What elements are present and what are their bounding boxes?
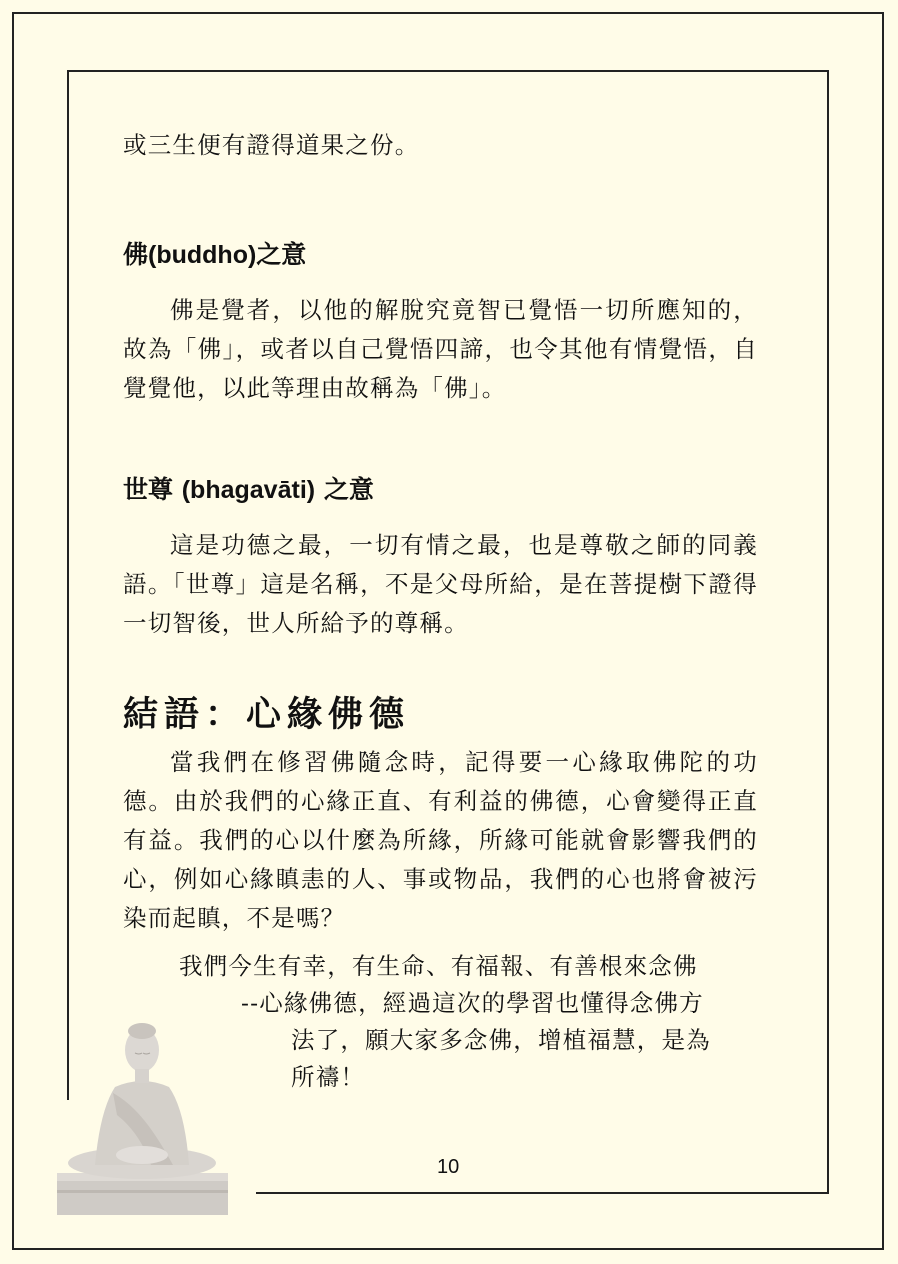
heading-latin: (bhagavāti) [181,476,316,504]
paragraph-bhagava: 這是功德之最，一切有情之最，也是尊敬之師的同義語。「世尊」這是名稱，不是父母所給，是在菩提樹下證得一切智後，世人所給予的尊稱。 [123,531,758,637]
heading-cn: 世尊 [123,475,174,504]
closing-line-3: 法了，願大家多念佛，增植福慧，是為 [291,1026,711,1054]
seated-buddha-statue-image [55,1015,230,1215]
page-number: 10 [437,1156,460,1178]
section-heading-bhagava [123,470,758,510]
heading-suffix: 之意 [323,475,374,504]
paragraph-conclusion: 當我們在修習佛隨念時，記得要一心緣取佛陀的功德。由於我們的心緣正直、有利益的佛德，心會變得正直有益。我們的心以什麼為所緣，所緣可能就會影響我們的心，例如心緣瞋恚的人、事或物品，我們的心也將會被污染而起瞋，不是嗎？ [123,748,758,932]
page-content [123,120,758,1096]
heading-suffix: 之意 [256,240,307,269]
conclusion-heading: 結語：心緣佛德 [123,694,411,735]
intro-line: 或三生便有證得道果之份。 [123,131,420,159]
closing-line-4: 所禱！ [291,1063,366,1091]
section-heading-buddha [123,235,758,275]
closing-line-2: --心緣佛德，經過這次的學習也懂得念佛方 [241,989,704,1017]
heading-latin: (buddho) [148,241,257,269]
paragraph-buddha: 佛是覺者，以他的解脫究竟智已覺悟一切所應知的，故為「佛」，或者以自己覺悟四諦，也令其他有情覺悟，自覺覺他，以此等理由故稱為「佛」。 [123,296,758,402]
closing-line-1: 我們今生有幸，有生命、有福報、有善根來念佛 [179,952,698,980]
heading-cn: 佛 [123,240,149,269]
